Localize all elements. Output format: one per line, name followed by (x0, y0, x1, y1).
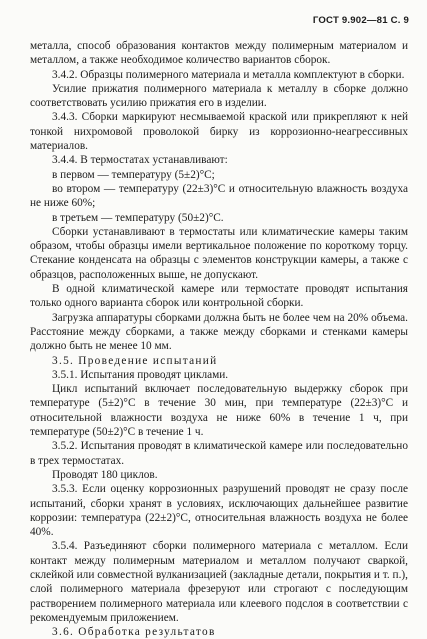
paragraph: в третьем — температуру (50±2)°С. (52, 211, 224, 224)
section-heading: 3.5. Проведение испытаний (52, 354, 218, 367)
paragraph: Усилие прижатия полимерного материала к металлу в сборке должно соответствовать усилию прижатия его в изделии. (30, 82, 408, 110)
section-heading: 3.6. Обработка результатов (52, 626, 216, 639)
paragraph: 3.4.3. Сборки маркируют несмываемой краской или прикрепляют к ней тонкой нихромовой проволокой бирку из коррозионно-неагрессивных материалов. (30, 111, 408, 153)
paragraph: Загрузка аппаратуры сборками должна быть не более чем на 20% объема. Расстояние между сборками, а также между сборками и стенками камеры должно быть не менее 10 мм. (30, 311, 408, 353)
page-header: ГОСТ 9.902—81 С. 9 (312, 15, 409, 26)
paragraph: В одной климатической камере или термостате проводят испытания только одного варианта сборок или контрольной сборки. (30, 283, 408, 310)
paragraph: 3.5.2. Испытания проводят в климатической камере или последовательно в трех термостатах. (30, 440, 408, 467)
paragraph: Проводят 180 циклов. (52, 468, 158, 481)
paragraph: во втором — температуру (22±3)°С и относительную влажность воздуха не ниже 60%; (30, 182, 408, 210)
paragraph: 3.5.3. Если оценку коррозионных разрушений проводят не сразу после испытаний, сборки хранят в условиях, исключающих дальнейшее развитие коррозии: температура (22±2)°С, относительная влажность воздуха не более 40%. (30, 483, 408, 539)
paragraph: в первом — температуру (5±2)°С; (52, 168, 215, 181)
paragraph: 3.5.1. Испытания проводят циклами. (52, 368, 229, 381)
paragraph: 3.4.2. Образцы полимерного материала и металла комплектуют в сборки. (52, 68, 405, 81)
document-body (30, 39, 408, 639)
paragraph: 3.4.4. В термостатах устанавливают: (52, 154, 228, 167)
paragraph: 3.5.4. Разъединяют сборки полимерного материала с металлом. Если контакт между полимерным материалом и металлом получают сваркой, склейкой или совместной вулканизацией (закладные детали, покрытия и т. п.), слой полимерного материала фрезеруют или строгают с последующим растворением полимерного материала или клеевого подслоя в соответствии с рекомендуемым приложением. (30, 540, 408, 624)
paragraph: Сборки устанавливают в термостаты или климатические камеры таким образом, чтобы образцы имели вертикальное положение по короткому торцу. Стекание конденсата на образцы с элементов конструкции камеры, а также с образцов, расположенных выше, не допускают. (30, 225, 408, 281)
paragraph: Цикл испытаний включает последовательную выдержку сборок при температуре (5±2)°С в течение 30 мин, при температуре (22±3)°С и относительной влажности воздуха не ниже 60% в течение 1 ч, при температуре (50±2)°С в течение 1 ч. (30, 383, 408, 439)
paragraph: металла, способ образования контактов между полимерным материалом и металлом, а также необходимое количество вариантов сборок. (30, 40, 408, 67)
